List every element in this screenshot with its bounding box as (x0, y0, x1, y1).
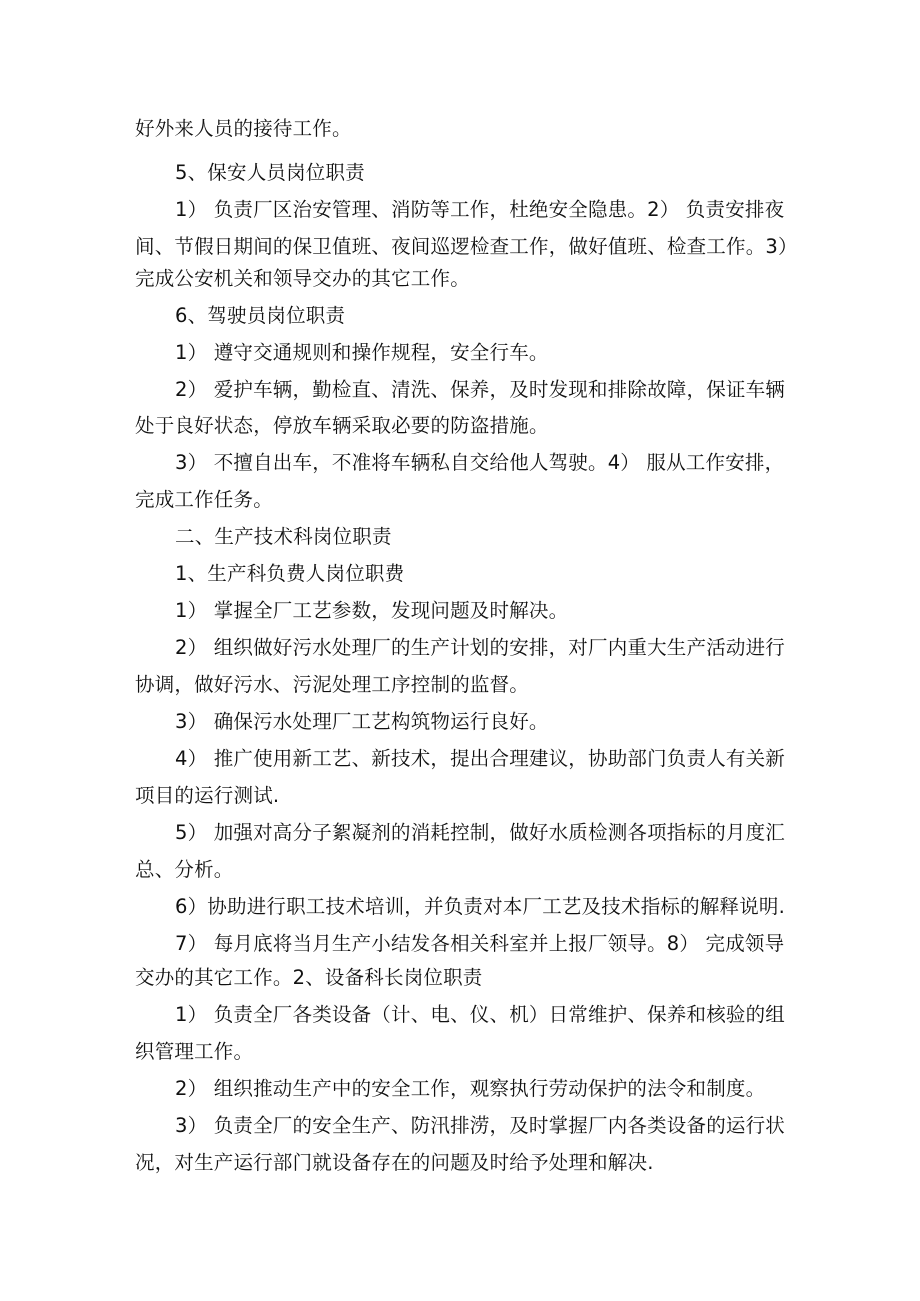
text-line: 3） 不擅自出车，不准将车辆私自交给他人驾驶。4） 服从工作安排， (175, 451, 785, 474)
text-line: 况，对生产运行部门就设备存在的问题及时给予处理和解决. (135, 1151, 654, 1174)
text-line: 2） 组织推动生产中的安全工作，观察执行劳动保护的法令和制度。 (175, 1077, 766, 1100)
text-line: 1） 负责全厂各类设备（计、电、仪、机）日常维护、保养和核验的组 (175, 1003, 786, 1026)
text-line: 2） 组织做好污水处理厂的生产计划的安排，对厂内重大生产活动进行 (175, 636, 786, 659)
text-line: 总、分析。 (135, 858, 234, 881)
text-line: 1） 遵守交通规则和操作规程，安全行车。 (175, 341, 549, 364)
text-line: 完成公安机关和领导交办的其它工作。 (135, 267, 470, 290)
section-heading: 6、驾驶员岗位职责 (175, 304, 346, 327)
text-line: 3） 负责全厂的安全生产、防汛排涝，及时掌握厂内各类设备的运行状 (175, 1114, 786, 1137)
text-line: 交办的其它工作。2、设备科长岗位职责 (135, 966, 483, 989)
text-line: 6）协助进行职工技术培训，并负责对本厂工艺及技术指标的解释说明. (175, 895, 786, 918)
text-line: 协调，做好污水、污泥处理工序控制的监督。 (135, 673, 530, 696)
text-line: 2） 爱护车辆，勤检直、清洗、保养，及时发现和排除故障，保证车辆 (175, 378, 786, 401)
text-line: 织管理工作。 (135, 1040, 254, 1063)
section-heading: 1、生产科负费人岗位职费 (175, 562, 405, 585)
section-heading: 5、保安人员岗位职责 (175, 161, 365, 184)
text-line: 7） 每月底将当月生产小结发各相关科室并上报厂领导。8） 完成领导 (175, 932, 785, 955)
text-line: 项目的运行测试. (135, 784, 280, 807)
text-line: 好外来人员的接待工作。 (135, 117, 352, 140)
text-line: 1） 掌握全厂工艺参数，发现问题及时解决。 (175, 599, 569, 622)
section-heading: 二、生产技术科岗位职责 (175, 525, 392, 548)
text-line: 间、节假日期间的保卫值班、夜间巡逻检查工作，做好值班、检查工作。3） (135, 235, 798, 258)
text-line: 处于良好状态，停放车辆采取必要的防盗措施。 (135, 414, 549, 437)
text-line: 3） 确保污水处理厂工艺构筑物运行良好。 (175, 710, 549, 733)
text-line: 5） 加强对高分子絮凝剂的消耗控制，做好水质检测各项指标的月度汇 (175, 821, 786, 844)
text-line: 完成工作任务。 (135, 488, 273, 511)
text-line: 4） 推广使用新工艺、新技术，提出合理建议，协助部门负责人有关新 (175, 747, 786, 770)
text-line: 1） 负责厂区治安管理、消防等工作，杜绝安全隐患。2） 负责安排夜 (175, 198, 785, 221)
